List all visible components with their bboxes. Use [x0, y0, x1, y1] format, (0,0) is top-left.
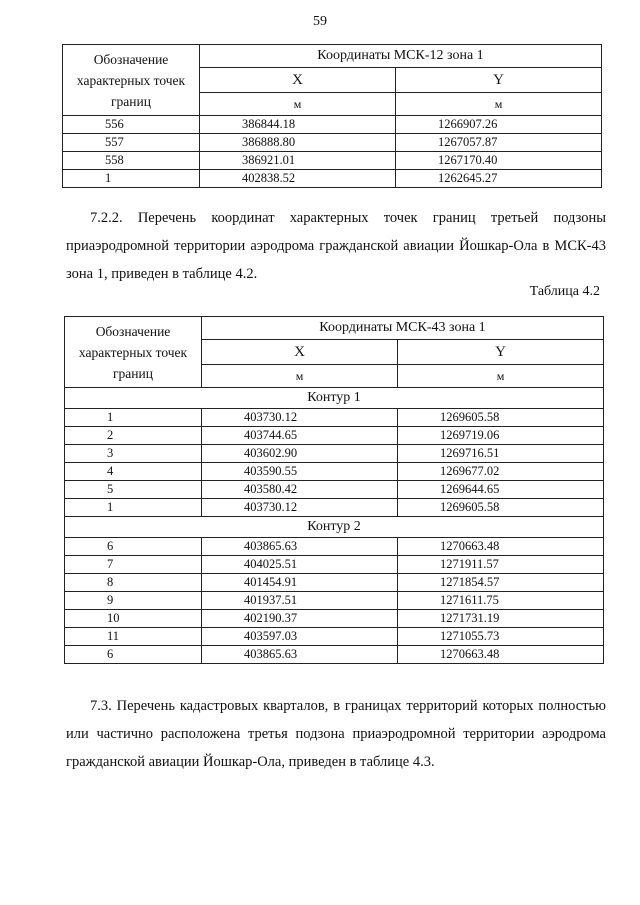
y-coordinate-cell: 1270663.48: [398, 646, 604, 664]
x-coordinate-cell: 403580.42: [202, 481, 398, 499]
point-cell: 8: [65, 574, 202, 592]
point-cell: 3: [65, 445, 202, 463]
point-cell: 10: [65, 610, 202, 628]
table1-header-label: Обозначение характерных точек границ: [63, 45, 200, 116]
x-coordinate-cell: 403597.03: [202, 628, 398, 646]
coordinates-table-msk43: [64, 316, 604, 664]
point-cell: 6: [65, 538, 202, 556]
table-row: [65, 463, 604, 481]
paragraph-7-3: [66, 692, 606, 776]
x-coordinate-cell: 403590.55: [202, 463, 398, 481]
table-row: [63, 134, 602, 152]
y-coordinate-cell: 1271854.57: [398, 574, 604, 592]
x-coordinate-cell: 403730.12: [202, 409, 398, 427]
point-cell: 6: [65, 646, 202, 664]
point-cell: 9: [65, 592, 202, 610]
table-row: [63, 170, 602, 188]
point-cell: 7: [65, 556, 202, 574]
table1-x-unit: м: [200, 93, 396, 116]
table1-coords-title: Координаты МСК-12 зона 1: [200, 45, 602, 68]
y-coordinate-cell: 1271055.73: [398, 628, 604, 646]
x-coordinate-cell: 403602.90: [202, 445, 398, 463]
table-row: [65, 628, 604, 646]
paragraph-7-3-text: 7.3. Перечень кадастровых кварталов, в границах территорий которых полностью или частично расположена третья подзона приаэродромной территории аэродрома гражданской авиации Йошкар-Ола, приведен в таблице 4.3.: [66, 698, 606, 770]
y-coordinate-cell: 1271611.75: [398, 592, 604, 610]
table-row: [63, 116, 602, 134]
table1-y-header: Y: [396, 68, 602, 93]
x-coordinate-cell: 402190.37: [202, 610, 398, 628]
x-coordinate-cell: 404025.51: [202, 556, 398, 574]
point-cell: 1: [65, 409, 202, 427]
x-coordinate-cell: 386888.80: [200, 134, 396, 152]
table2-x-header: X: [202, 340, 398, 365]
page-number: 59: [313, 14, 327, 29]
x-coordinate-cell: 403865.63: [202, 538, 398, 556]
x-coordinate-cell: 403865.63: [202, 646, 398, 664]
coordinates-table-msk12: [62, 44, 602, 188]
table2-coords-title: Координаты МСК-43 зона 1: [202, 317, 604, 340]
table-row: [65, 610, 604, 628]
point-cell: 2: [65, 427, 202, 445]
table2-y-unit: м: [398, 365, 604, 388]
table-row: [65, 538, 604, 556]
point-cell: 1: [65, 499, 202, 517]
point-cell: 556: [63, 116, 200, 134]
x-coordinate-cell: 386844.18: [200, 116, 396, 134]
x-coordinate-cell: 403730.12: [202, 499, 398, 517]
point-cell: 1: [63, 170, 200, 188]
table-row: [65, 499, 604, 517]
y-coordinate-cell: 1267057.87: [396, 134, 602, 152]
table-row: [65, 409, 604, 427]
table-row: [65, 427, 604, 445]
y-coordinate-cell: 1267170.40: [396, 152, 602, 170]
table-row: [65, 445, 604, 463]
contour-1-label: Контур 1: [65, 388, 604, 409]
y-coordinate-cell: 1269605.58: [398, 499, 604, 517]
point-cell: 558: [63, 152, 200, 170]
y-coordinate-cell: 1269716.51: [398, 445, 604, 463]
table2-y-header: Y: [398, 340, 604, 365]
point-cell: 4: [65, 463, 202, 481]
table-4-2-caption: Таблица 4.2: [529, 284, 600, 299]
table-row: [65, 481, 604, 499]
y-coordinate-cell: 1271911.57: [398, 556, 604, 574]
y-coordinate-cell: 1271731.19: [398, 610, 604, 628]
x-coordinate-cell: 386921.01: [200, 152, 396, 170]
y-coordinate-cell: 1266907.26: [396, 116, 602, 134]
x-coordinate-cell: 401937.51: [202, 592, 398, 610]
y-coordinate-cell: 1269644.65: [398, 481, 604, 499]
x-coordinate-cell: 401454.91: [202, 574, 398, 592]
y-coordinate-cell: 1262645.27: [396, 170, 602, 188]
point-cell: 557: [63, 134, 200, 152]
table2-x-unit: м: [202, 365, 398, 388]
table2-header-label: Обозначение характерных точек границ: [65, 317, 202, 388]
y-coordinate-cell: 1269605.58: [398, 409, 604, 427]
x-coordinate-cell: 403744.65: [202, 427, 398, 445]
table-row: [63, 152, 602, 170]
table-row: [65, 592, 604, 610]
y-coordinate-cell: 1269719.06: [398, 427, 604, 445]
y-coordinate-cell: 1270663.48: [398, 538, 604, 556]
paragraph-7-2-2: [66, 204, 606, 288]
y-coordinate-cell: 1269677.02: [398, 463, 604, 481]
table-row: [65, 574, 604, 592]
point-cell: 5: [65, 481, 202, 499]
table1-y-unit: м: [396, 93, 602, 116]
x-coordinate-cell: 402838.52: [200, 170, 396, 188]
table-row: [65, 556, 604, 574]
paragraph-7-2-2-text: 7.2.2. Перечень координат характерных точек границ третьей подзоны приаэродромной территории аэродрома гражданской авиации Йошкар-Ола в МСК-43 зона 1, приведен в таблице 4.2.: [66, 210, 606, 282]
table-row: [65, 646, 604, 664]
point-cell: 11: [65, 628, 202, 646]
table1-x-header: X: [200, 68, 396, 93]
contour-2-label: Контур 2: [65, 517, 604, 538]
